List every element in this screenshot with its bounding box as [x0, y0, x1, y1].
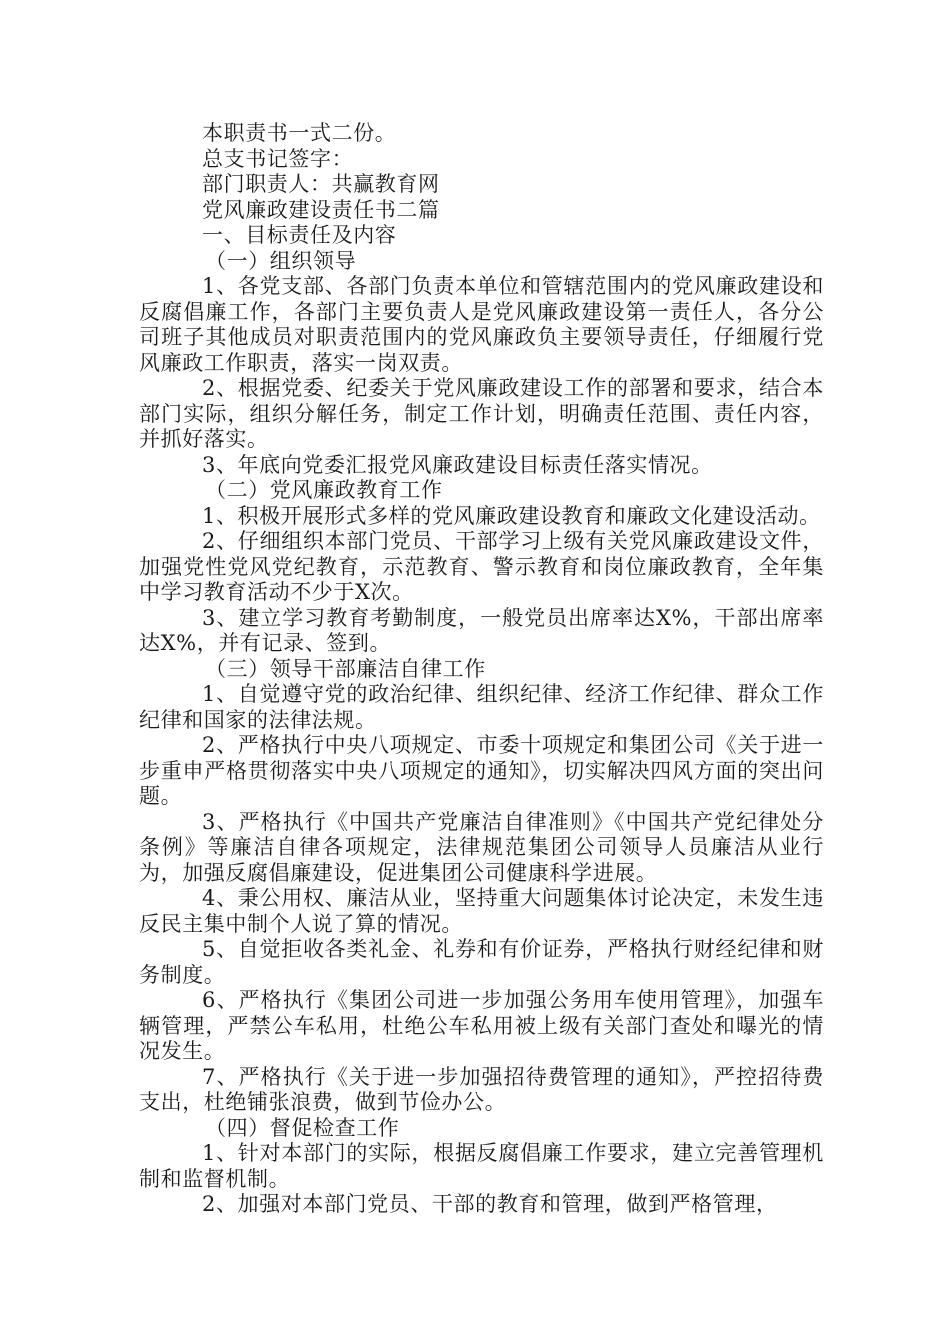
section-paragraph: 1、积极开展形式多样的党风廉政建设教育和廉政文化建设活动。: [202, 503, 821, 528]
section-paragraph: 2、仔细组织本部门党员、干部学习上级有关党风廉政建设文件，加强党性党风党纪教育，示范教育、警示教育和岗位廉政教育，全年集中学习教育活动不少于X次。: [139, 529, 824, 604]
section-paragraph: 6、严格执行《集团公司进一步加强公务用车使用管理》，加强车辆管理，严禁公车私用，杜绝公车私用被上级有关部门查处和曝光的情况发生。: [139, 988, 824, 1063]
document-subtitle: 党风廉政建设责任书二篇: [202, 197, 440, 222]
section-paragraph: 2、加强对本部门党员、干部的教育和管理，做到严格管理，: [202, 1192, 778, 1216]
section-heading: （四）督促检查工作: [205, 1115, 400, 1140]
header-line: 本职责书一式二份。: [202, 121, 397, 145]
section-heading: （二）党风廉政教育工作: [205, 478, 443, 502]
section-paragraph: 5、自觉拒收各类礼金、礼券和有价证券，严格执行财经纪律和财务制度。: [139, 937, 824, 987]
section-paragraph: 4、秉公用权、廉洁从业，坚持重大问题集体讨论决定，未发生违反民主集中制个人说了算的情况。: [139, 886, 824, 936]
section-heading: （一）组织领导: [205, 248, 357, 273]
section-paragraph: 3、建立学习教育考勤制度，一般党员出席率达X%，干部出席率达X%，并有记录、签到。: [139, 605, 824, 655]
section-paragraph: 7、严格执行《关于进一步加强招待费管理的通知》，严控招待费支出，杜绝铺张浪费，做到节俭办公。: [139, 1064, 824, 1114]
section-paragraph: 1、自觉遵守党的政治纪律、组织纪律、经济工作纪律、群众工作纪律和国家的法律法规。: [139, 682, 824, 732]
section-heading: （三）领导干部廉洁自律工作: [205, 656, 486, 681]
header-line: 总支书记签字：: [202, 146, 354, 171]
document-body: [139, 121, 824, 1218]
header-line: 部门职责人：共赢教育网: [202, 172, 440, 196]
section-paragraph: 1、各党支部、各部门负责本单位和管辖范围内的党风廉政建设和反腐倡廉工作，各部门主要负责人是党风廉政建设第一责任人，各分公司班子其他成员对职责范围内的党风廉政负主要领导责任，仔细履行党风廉政工作职责，落实一岗双责。: [139, 274, 824, 375]
section-paragraph: 3、年底向党委汇报党风廉政建设目标责任落实情况。: [202, 452, 713, 477]
section-paragraph: 2、严格执行中央八项规定、市委十项规定和集团公司《关于进一步重申严格贯彻落实中央八项规定的通知》，切实解决四风方面的突出问题。: [139, 733, 824, 808]
section-paragraph: 2、根据党委、纪委关于党风廉政建设工作的部署和要求，结合本部门实际，组织分解任务，制定工作计划，明确责任范围、责任内容，并抓好落实。: [139, 376, 824, 451]
chapter-heading: 一、目标责任及内容: [202, 223, 397, 247]
section-paragraph: 3、严格执行《中国共产党廉洁自律准则》《中国共产党纪律处分条例》等廉洁自律各项规定，法律规范集团公司领导人员廉洁从业行为，加强反腐倡廉建设，促进集团公司健康科学进展。: [139, 809, 824, 885]
section-paragraph: 1、针对本部门的实际，根据反腐倡廉工作要求，建立完善管理机制和监督机制。: [139, 1141, 824, 1191]
